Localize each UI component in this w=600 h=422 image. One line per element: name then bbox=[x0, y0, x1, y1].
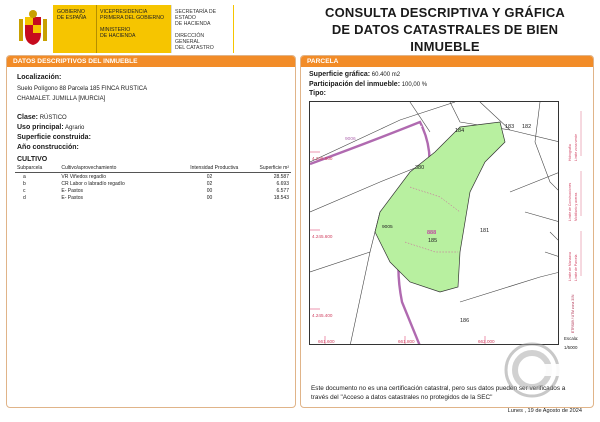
parcel-number: 181 bbox=[480, 228, 490, 234]
y-coordinate: 4.245.400 bbox=[312, 313, 333, 318]
gov-line: VICEPRESIDENCIA bbox=[100, 9, 148, 15]
parcel-number: 380 bbox=[415, 165, 425, 171]
cultivo-title bbox=[17, 156, 47, 164]
gov-line: PRIMERA DEL GOBIERNO bbox=[100, 15, 165, 21]
table-row bbox=[15, 187, 291, 194]
table-row bbox=[15, 173, 291, 181]
graphic-area-label: Superficie gráfica: bbox=[309, 71, 371, 78]
table-cell: a bbox=[23, 173, 26, 180]
construction-year-row bbox=[17, 144, 79, 152]
gov-line: MINISTERIO bbox=[100, 27, 131, 33]
parcel-number: 184 bbox=[455, 128, 465, 134]
x-coordinate: 662.000 bbox=[478, 339, 495, 344]
type-label: Tipo: bbox=[309, 90, 326, 97]
cadastral-map[interactable] bbox=[309, 101, 559, 345]
parcel-number: 186 bbox=[460, 318, 470, 324]
gov-line: DE ESPAÑA bbox=[57, 15, 87, 21]
participation-value: 100,00 % bbox=[401, 82, 428, 88]
title-line-2: DE DATOS CATASTRALES DE BIEN INMUEBLE bbox=[331, 22, 559, 54]
watermark-seal-icon bbox=[502, 340, 562, 400]
built-area-row bbox=[17, 134, 91, 142]
ministry-label bbox=[96, 5, 171, 53]
document-date: Lunes , 19 de Agosto de 2024 bbox=[507, 408, 582, 414]
title-line-1: CONSULTA DESCRIPTIVA Y GRÁFICA bbox=[324, 5, 565, 20]
construction-year-label: Año construcción: bbox=[17, 144, 79, 151]
legend-item: Mobiliario y aceras bbox=[574, 192, 578, 221]
table-cell: VR Viñedos regadío bbox=[61, 173, 107, 180]
location-line-1: Suelo Polígono 88 Parcela 185 FINCA RUSTICA bbox=[17, 86, 148, 92]
column-header: Cultivo/aprovechamiento bbox=[59, 164, 161, 173]
subparcel-label: 888 bbox=[427, 230, 437, 236]
use-label: Uso principal: bbox=[17, 124, 64, 131]
location-line-2: CHAMALET. JUMILLA [MURCIA] bbox=[17, 96, 106, 102]
y-coordinate: 4.245.600 bbox=[312, 234, 333, 239]
class-value: RÚSTICO bbox=[39, 115, 67, 121]
legend-item: Límite de Manzana bbox=[568, 252, 572, 281]
x-coordinate: 661.600 bbox=[318, 339, 335, 344]
table-cell: 02 bbox=[206, 173, 213, 180]
x-coordinate: 661.800 bbox=[398, 339, 415, 344]
participation-row bbox=[309, 81, 427, 89]
legend-item: Hidrografía bbox=[568, 144, 572, 161]
scale-label: Escala: bbox=[564, 336, 579, 341]
graphic-area-row bbox=[309, 71, 400, 79]
table-cell: E- Pastos bbox=[61, 194, 84, 201]
gov-line: DEL CATASTRO bbox=[175, 45, 214, 51]
use-row bbox=[17, 124, 84, 132]
coat-of-arms-icon bbox=[12, 5, 54, 53]
built-area-label: Superficie construida: bbox=[17, 134, 91, 141]
note-line: través del "Acceso a datos catastrales no protegidos de la SEC" bbox=[311, 394, 493, 401]
note-line: Este documento no es una certificación catastral, pero sus datos pueden ser verificados a bbox=[311, 385, 566, 392]
cultivo-heading: CULTIVO bbox=[17, 156, 48, 163]
directorate-label bbox=[171, 5, 233, 53]
table-cell: b bbox=[23, 180, 26, 187]
document-header bbox=[0, 0, 600, 58]
parcel-number: 9006 bbox=[345, 137, 356, 142]
parcel-number: 182 bbox=[522, 124, 532, 130]
legend-item: Límite zona verde bbox=[574, 134, 578, 161]
table-cell: 6.693 bbox=[276, 180, 289, 187]
table-cell: CR Labor o labradío regadío bbox=[61, 180, 125, 187]
map-canvas bbox=[310, 102, 559, 345]
table-cell: 6.577 bbox=[276, 187, 289, 194]
table-header-row bbox=[15, 164, 291, 173]
class-label: Clase: bbox=[17, 114, 39, 121]
table-row bbox=[15, 194, 291, 201]
table-cell: 18.543 bbox=[273, 194, 289, 201]
column-header: Intensidad Productiva bbox=[161, 164, 240, 173]
y-coordinate: 4.245.800 bbox=[312, 156, 333, 161]
gov-line: SECRETARÍA DE ESTADO bbox=[175, 9, 217, 21]
gov-line: DIRECCIÓN GENERAL bbox=[175, 33, 205, 45]
legend-item: Límite de Parcela bbox=[574, 254, 578, 281]
gov-label bbox=[54, 5, 96, 53]
government-logo-block bbox=[12, 5, 234, 53]
gov-line: GOBIERNO bbox=[57, 9, 85, 15]
gov-line: DE HACIENDA bbox=[175, 21, 211, 27]
table-cell: c bbox=[23, 187, 26, 194]
location-label: Localización: bbox=[17, 74, 62, 81]
scale-value: 1/5000 bbox=[564, 345, 578, 350]
table-cell: 00 bbox=[206, 194, 213, 201]
cultivo-table bbox=[15, 164, 291, 201]
crs-label: ETRS89 / UTM zona 30N bbox=[571, 294, 575, 333]
table-row bbox=[15, 180, 291, 187]
table-cell: 28.587 bbox=[273, 173, 289, 180]
location-block bbox=[17, 74, 147, 103]
parcel-number: 185 bbox=[428, 238, 438, 244]
table-cell: d bbox=[23, 194, 26, 201]
use-value: Agrario bbox=[65, 125, 85, 131]
class-row bbox=[17, 114, 67, 122]
parcel-number: 9005 bbox=[382, 225, 393, 230]
column-header: Superficie m² bbox=[240, 164, 291, 173]
table-cell: E- Pastos bbox=[61, 187, 84, 194]
legend-item: Límite de Construcciones bbox=[568, 182, 572, 221]
descriptive-data-panel bbox=[6, 55, 296, 408]
graphic-area-value: 60.400 m2 bbox=[371, 72, 401, 78]
column-header: Subparcela bbox=[15, 164, 59, 173]
gov-line: DE HACIENDA bbox=[100, 33, 136, 39]
panel-heading: PARCELA bbox=[301, 56, 593, 67]
table-cell: 00 bbox=[206, 187, 213, 194]
table-cell: 02 bbox=[206, 180, 213, 187]
map-legend bbox=[563, 101, 589, 350]
parcel-number: 183 bbox=[505, 124, 515, 130]
panel-heading: DATOS DESCRIPTIVOS DEL INMUEBLE bbox=[7, 56, 295, 67]
participation-label: Participación del inmueble: bbox=[309, 81, 401, 88]
type-row bbox=[309, 90, 326, 98]
